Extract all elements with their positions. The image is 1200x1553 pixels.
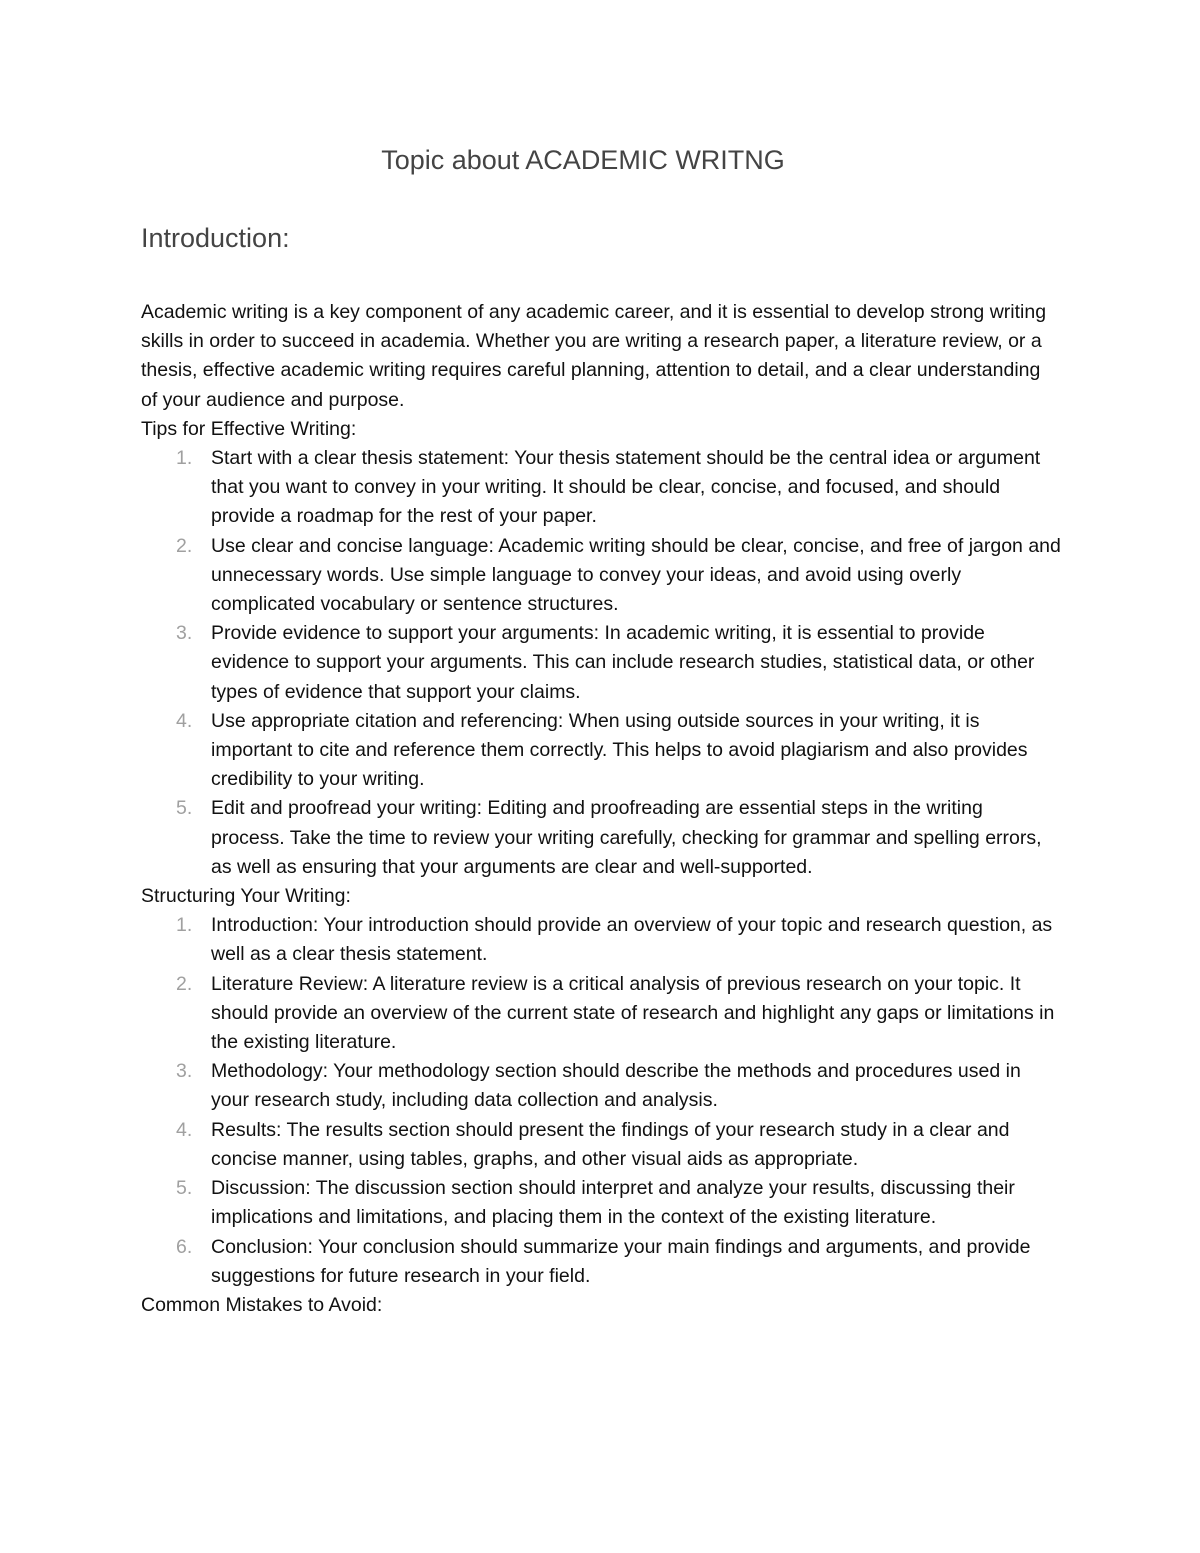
structure-label: Structuring Your Writing: bbox=[141, 885, 351, 908]
list-item bbox=[141, 911, 1061, 969]
list-number: 4. bbox=[176, 709, 193, 732]
document-body bbox=[141, 220, 1061, 1320]
tips-label: Tips for Effective Writing: bbox=[141, 417, 357, 440]
mistakes-label: Common Mistakes to Avoid: bbox=[141, 1293, 383, 1316]
list-number: 4. bbox=[176, 1118, 193, 1141]
document-title: Topic about ACADEMIC WRITNG bbox=[381, 145, 785, 175]
list-item bbox=[141, 707, 1061, 795]
list-item bbox=[141, 794, 1061, 882]
list-item-text: Discussion: The discussion section should interpret and analyze your results, discussing their implications and limitations, and placing them in the context of the existing literature. bbox=[211, 1177, 1015, 1229]
list-item-text: Start with a clear thesis statement: Your thesis statement should be the central idea or argument that you want to convey in your writing. It should be clear, concise, and focused, and should provide a roadmap for the rest of your paper. bbox=[211, 447, 1041, 528]
list-item-text: Conclusion: Your conclusion should summarize your main findings and arguments, and provide suggestions for future research in your field. bbox=[211, 1235, 1031, 1287]
list-item bbox=[141, 444, 1061, 532]
structure-list bbox=[141, 911, 1061, 1291]
list-item bbox=[141, 619, 1061, 707]
list-item-text: Literature Review: A literature review is a critical analysis of previous research on your topic. It should provide an overview of the current state of research and highlight any gaps or limitations in the existing literature. bbox=[211, 972, 1055, 1054]
list-item bbox=[141, 970, 1061, 1058]
list-number: 2. bbox=[176, 534, 193, 557]
list-number: 5. bbox=[176, 797, 193, 820]
list-item bbox=[141, 1057, 1061, 1115]
list-number: 1. bbox=[176, 914, 193, 937]
list-number: 2. bbox=[176, 972, 193, 995]
list-item-text: Results: The results section should present the findings of your research study in a clear and concise manner, using tables, graphs, and other visual aids as appropriate. bbox=[211, 1118, 1010, 1170]
list-item bbox=[141, 1174, 1061, 1232]
list-number: 1. bbox=[176, 447, 193, 470]
list-number: 6. bbox=[176, 1235, 193, 1258]
list-item-text: Edit and proofread your writing: Editing and proofreading are essential steps in the writing process. Take the time to review your writing carefully, checking for grammar and spelling errors, as well as ensuring that your arguments are clear and well-supported. bbox=[211, 797, 1042, 878]
list-item-text: Introduction: Your introduction should provide an overview of your topic and research question, as well as a clear thesis statement. bbox=[211, 914, 1053, 966]
list-number: 3. bbox=[176, 622, 193, 645]
list-item bbox=[141, 1116, 1061, 1174]
list-item bbox=[141, 532, 1061, 620]
list-item bbox=[141, 1233, 1061, 1291]
introduction-heading: Introduction: bbox=[141, 223, 290, 253]
list-item-text: Use clear and concise language: Academic writing should be clear, concise, and free of jargon and unnecessary words. Use simple language to convey your ideas, and avoid using overly complicated vocabulary or sentence structures. bbox=[211, 534, 1061, 616]
list-item-text: Provide evidence to support your arguments: In academic writing, it is essential to provide evidence to support your arguments. This can include research studies, statistical data, or other types of evidence that support your claims. bbox=[211, 622, 1035, 703]
introduction-paragraph: Academic writing is a key component of any academic career, and it is essential to develop strong writing skills in order to succeed in academia. Whether you are writing a research paper, a literature review, or a thesis, effective academic writing requires careful planning, attention to detail, and a clear understanding of your audience and purpose. bbox=[141, 301, 1047, 411]
list-number: 3. bbox=[176, 1060, 193, 1083]
list-number: 5. bbox=[176, 1177, 193, 1200]
list-item-text: Use appropriate citation and referencing: When using outside sources in your writing, it is important to cite and reference them correctly. This helps to avoid plagiarism and also provides credibility to your writing. bbox=[211, 709, 1028, 791]
tips-list bbox=[141, 444, 1061, 882]
list-item-text: Methodology: Your methodology section should describe the methods and procedures used in your research study, including data collection and analysis. bbox=[211, 1060, 1021, 1112]
